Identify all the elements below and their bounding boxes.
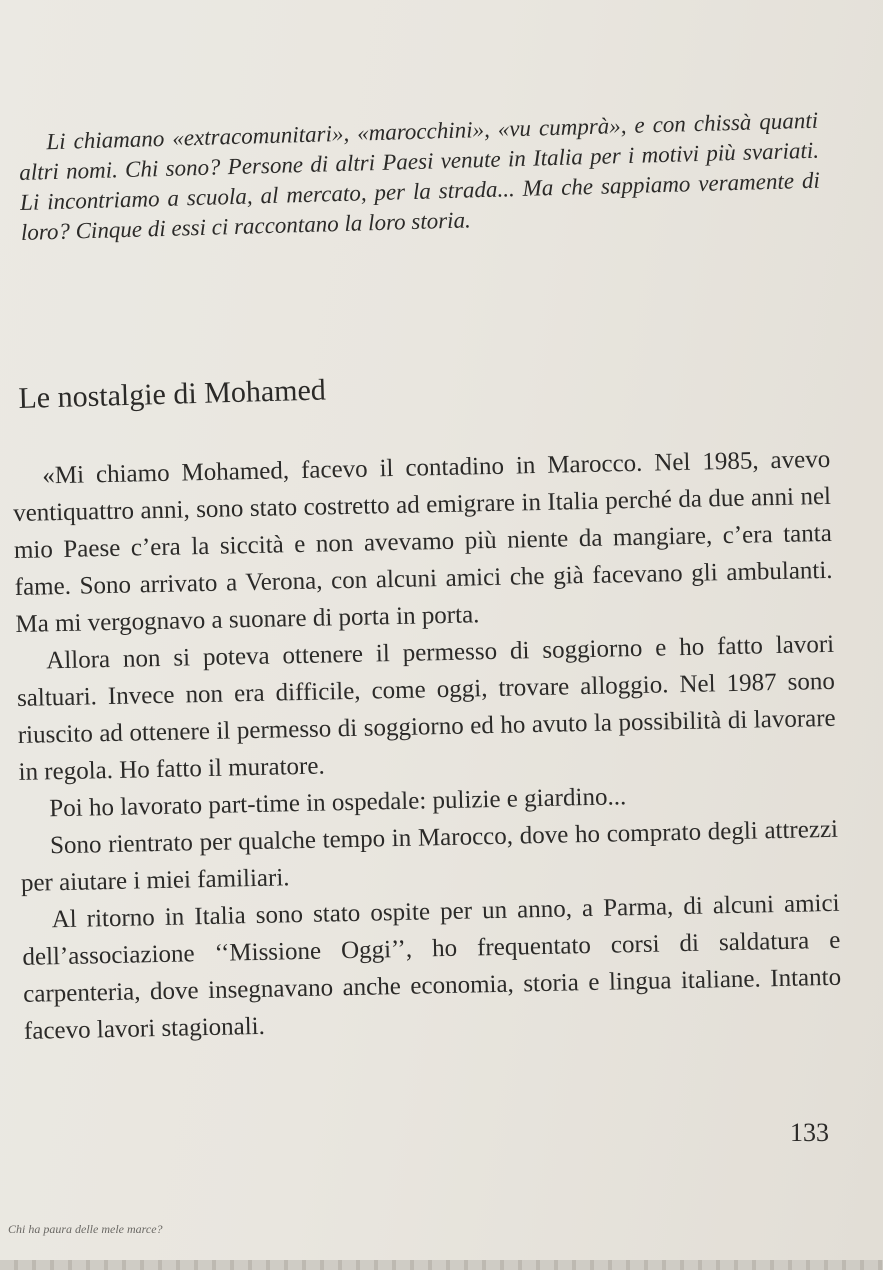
- body-text: [12, 441, 842, 1050]
- page-edge: [0, 1260, 883, 1270]
- paragraph-4: Sono rientrato per qualche tempo in Marocco, dove ho comprato degli attrezzi per aiutare i miei familiari.: [20, 815, 839, 897]
- page-number: 133: [790, 1118, 829, 1147]
- paragraph-3: Poi ho lavorato part-time in ospedale: pulizie e giardino...: [49, 783, 627, 823]
- intro-text: [18, 106, 821, 248]
- intro-paragraph: Li chiamano «extracomunitari», «marocchini», «vu cumprà», e con chissà quanti altri nomi. Chi sono? Persone di altri Paesi venute in Italia per i motivi più svariati. Li incontriamo a scuola, al mercato, per la strada... Ma che sappiamo veramente di loro? Cinque di essi ci raccontano la loro storia.: [18, 107, 821, 245]
- paragraph-2: Allora non si poteva ottenere il permesso di soggiorno e ho fatto lavori saltuari. Invece non era difficile, come oggi, trovare alloggio. Nel 1987 sono riuscito ad ottenere il permesso di soggiorno ed ho avuto la possibilità di lavorare in regola. Ho fatto il muratore.: [16, 630, 836, 786]
- running-footer: Chi ha paura delle mele marce?: [8, 1222, 163, 1236]
- paragraph-5: Al ritorno in Italia sono stato ospite per un anno, a Parma, di alcuni amici dell’associazione ‘‘Missione Oggi’’, ho frequentato corsi di saldatura e carpenteria, dove insegnavano anche economia, storia e lingua italiane. Intanto facevo lavori stagionali.: [22, 889, 842, 1045]
- paragraph-1: «Mi chiamo Mohamed, facevo il contadino in Marocco. Nel 1985, avevo ventiquattro anni, sono stato costretto ad emigrare in Italia perché da due anni nel mio Paese c’era la siccità e non avevamo più niente da mangiare, c’era tanta fame. Sono arrivato a Verona, con alcuni amici che già facevano gli ambulanti. Ma mi vergognavo a suonare di porta in porta.: [12, 445, 833, 638]
- chapter-heading: Le nostalgie di Mohamed: [18, 373, 327, 415]
